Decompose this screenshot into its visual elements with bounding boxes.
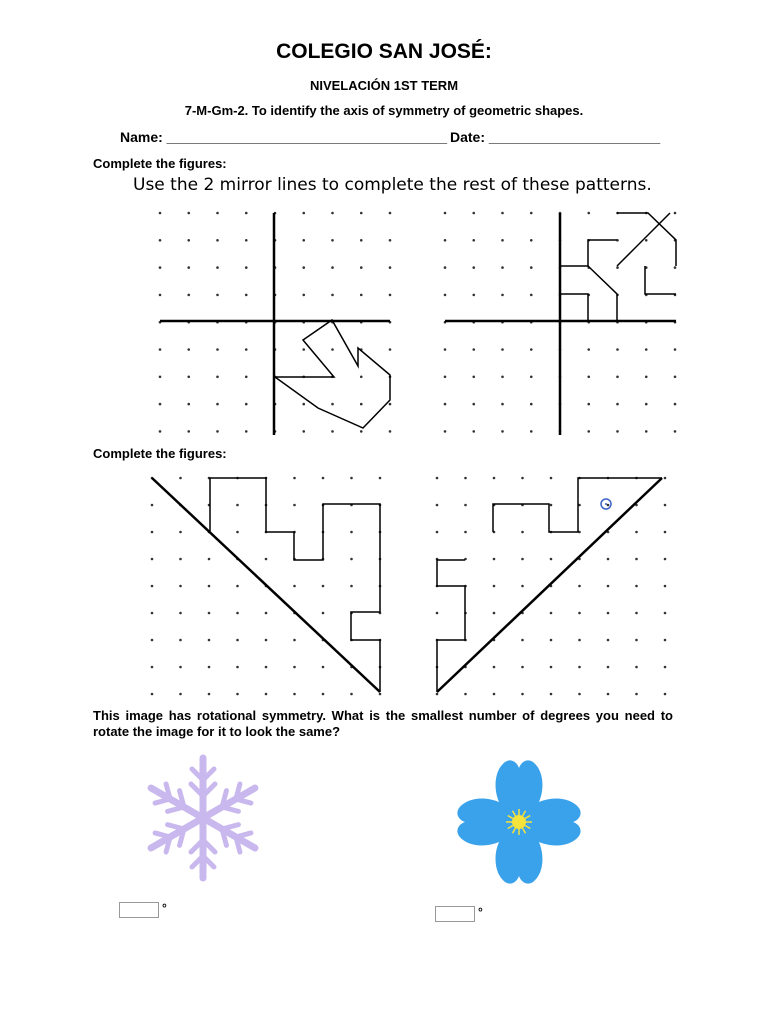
grid-dot xyxy=(179,612,182,615)
grid-dot xyxy=(151,504,154,507)
grid-dot xyxy=(444,430,447,433)
grid-dot xyxy=(530,294,533,297)
grid-dot xyxy=(208,558,211,561)
grid-dot xyxy=(187,294,190,297)
grid-dot xyxy=(236,666,239,669)
grid-dot xyxy=(302,239,305,242)
grid-dot xyxy=(587,403,590,406)
grid-dot xyxy=(302,430,305,433)
grid-dot xyxy=(389,348,392,351)
grid-dot xyxy=(587,212,590,215)
grid-dot xyxy=(265,639,268,642)
grid-dot xyxy=(472,239,475,242)
grid-dot xyxy=(159,294,162,297)
grid-dot xyxy=(501,376,504,379)
grid-dot xyxy=(587,348,590,351)
grid-dot xyxy=(360,376,363,379)
grid-dot xyxy=(360,212,363,215)
grid-dot xyxy=(464,531,467,534)
snowflake-image xyxy=(145,758,261,878)
grid-dot xyxy=(635,558,638,561)
grid-dot xyxy=(151,612,154,615)
grid-dot xyxy=(360,430,363,433)
grid-dot xyxy=(159,266,162,269)
name-field[interactable]: Name: ____________________________________ xyxy=(120,129,447,145)
grid-dot xyxy=(550,558,553,561)
grid-dot xyxy=(293,504,296,507)
grid-dot xyxy=(635,585,638,588)
grid-dot xyxy=(674,376,677,379)
grid-dot xyxy=(550,639,553,642)
grid-dot xyxy=(265,693,268,696)
page-subtitle: NIVELACIÓN 1ST TERM xyxy=(309,78,459,93)
grid-dot xyxy=(664,558,667,561)
grid-dot xyxy=(550,612,553,615)
grid-dot xyxy=(530,212,533,215)
grid-dot xyxy=(444,376,447,379)
grid-dot xyxy=(151,693,154,696)
pattern-3 xyxy=(152,478,380,692)
grid-dot xyxy=(578,585,581,588)
grid-dot xyxy=(350,531,353,534)
grid-dot xyxy=(245,266,248,269)
grid-dot xyxy=(331,348,334,351)
grid-dot xyxy=(322,666,325,669)
grid-dot xyxy=(530,430,533,433)
grid-dot xyxy=(436,693,439,696)
grid-dot xyxy=(322,585,325,588)
grid-dot xyxy=(245,403,248,406)
pattern-2 xyxy=(445,213,676,435)
snowflake-arm xyxy=(191,818,215,878)
dot-grid-4 xyxy=(436,477,667,696)
grid-dot xyxy=(379,477,382,480)
grid-dot xyxy=(472,376,475,379)
grid-dot xyxy=(187,266,190,269)
date-field[interactable]: Date: ______________________ xyxy=(450,129,661,145)
grid-dot xyxy=(464,477,467,480)
grid-dot xyxy=(550,693,553,696)
section1-instruction: Use the 2 mirror lines to complete the rest of these patterns. xyxy=(133,175,652,195)
grid-dot xyxy=(645,376,648,379)
grid-dot xyxy=(674,403,677,406)
grid-dot xyxy=(664,585,667,588)
grid-dot xyxy=(293,477,296,480)
grid-dot xyxy=(493,585,496,588)
grid-dot xyxy=(236,693,239,696)
grid-dot xyxy=(293,693,296,696)
grid-dot xyxy=(302,294,305,297)
grid-dot xyxy=(187,239,190,242)
grid-dot xyxy=(493,612,496,615)
grid-dot xyxy=(179,558,182,561)
snowflake-arm xyxy=(191,758,215,818)
grid-dot xyxy=(444,266,447,269)
grid-dot xyxy=(674,430,677,433)
grid-dot xyxy=(331,239,334,242)
grid-dot xyxy=(635,666,638,669)
grid-dot xyxy=(530,239,533,242)
grid-dot xyxy=(216,212,219,215)
grid-dot xyxy=(350,585,353,588)
grid-dot xyxy=(607,639,610,642)
grid-dot xyxy=(159,376,162,379)
grid-dot xyxy=(322,477,325,480)
grid-dot xyxy=(436,612,439,615)
grid-dot xyxy=(236,504,239,507)
grid-dot xyxy=(302,212,305,215)
grid-dot xyxy=(550,477,553,480)
grid-dot xyxy=(216,294,219,297)
grid-dot xyxy=(578,666,581,669)
grid-dot xyxy=(501,212,504,215)
grid-dot xyxy=(472,403,475,406)
grid-dot xyxy=(208,612,211,615)
grid-dot xyxy=(302,403,305,406)
grid-dot xyxy=(635,531,638,534)
degree-symbol-2: ° xyxy=(478,905,483,919)
grid-dot xyxy=(493,666,496,669)
grid-dot xyxy=(331,403,334,406)
grid-dot xyxy=(159,212,162,215)
grid-dot xyxy=(616,403,619,406)
partial-shape xyxy=(560,240,617,266)
grid-dot xyxy=(635,693,638,696)
grid-dot xyxy=(322,612,325,615)
grid-dot xyxy=(635,639,638,642)
grid-dot xyxy=(208,639,211,642)
grid-dot xyxy=(616,430,619,433)
grid-dot xyxy=(444,403,447,406)
grid-dot xyxy=(664,504,667,507)
grid-dot xyxy=(616,266,619,269)
grid-dot xyxy=(578,639,581,642)
grid-dot xyxy=(245,212,248,215)
grid-dot xyxy=(530,266,533,269)
grid-dot xyxy=(607,612,610,615)
grid-dot xyxy=(607,504,610,507)
grid-dot xyxy=(322,693,325,696)
grid-dot xyxy=(389,266,392,269)
grid-dot xyxy=(216,376,219,379)
grid-dot xyxy=(530,376,533,379)
grid-dot xyxy=(674,348,677,351)
grid-dot xyxy=(501,430,504,433)
grid-dot xyxy=(208,585,211,588)
grid-dot xyxy=(389,294,392,297)
grid-dot xyxy=(521,639,524,642)
grid-dot xyxy=(179,639,182,642)
grid-dot xyxy=(607,693,610,696)
degree-symbol-1: ° xyxy=(162,901,167,915)
grid-dot xyxy=(645,239,648,242)
grid-dot xyxy=(159,430,162,433)
grid-dot xyxy=(159,239,162,242)
grid-dot xyxy=(521,666,524,669)
grid-dot xyxy=(472,212,475,215)
grid-dot xyxy=(616,348,619,351)
grid-dot xyxy=(179,477,182,480)
grid-dot xyxy=(664,612,667,615)
grid-dot xyxy=(302,348,305,351)
grid-dot xyxy=(187,403,190,406)
grid-dot xyxy=(674,266,677,269)
grid-dot xyxy=(151,585,154,588)
grid-dot xyxy=(179,531,182,534)
grid-dot xyxy=(360,266,363,269)
grid-dot xyxy=(444,212,447,215)
grid-dot xyxy=(587,376,590,379)
grid-dot xyxy=(293,666,296,669)
grid-dot xyxy=(265,612,268,615)
grid-dot xyxy=(360,403,363,406)
grid-dot xyxy=(179,693,182,696)
grid-dot xyxy=(389,239,392,242)
grid-dot xyxy=(245,294,248,297)
grid-dot xyxy=(444,239,447,242)
grid-dot xyxy=(151,639,154,642)
grid-dot xyxy=(645,430,648,433)
grid-dot xyxy=(179,585,182,588)
grid-dot xyxy=(664,639,667,642)
grid-dot xyxy=(578,612,581,615)
grid-dot xyxy=(350,693,353,696)
partial-shape xyxy=(275,320,390,428)
grid-dot xyxy=(179,666,182,669)
grid-dot xyxy=(550,504,553,507)
grid-dot xyxy=(151,531,154,534)
grid-dot xyxy=(464,504,467,507)
grid-dot xyxy=(389,212,392,215)
grid-dot xyxy=(245,348,248,351)
grid-dot xyxy=(236,639,239,642)
answer-box-flower[interactable] xyxy=(435,906,475,922)
grid-dot xyxy=(151,666,154,669)
grid-dot xyxy=(501,294,504,297)
grid-dot xyxy=(444,348,447,351)
grid-dot xyxy=(331,266,334,269)
grid-dot xyxy=(493,558,496,561)
pattern-1 xyxy=(160,213,390,435)
grid-dot xyxy=(521,585,524,588)
grid-dot xyxy=(216,239,219,242)
grid-dot xyxy=(245,376,248,379)
grid-dot xyxy=(350,477,353,480)
grid-dot xyxy=(472,348,475,351)
grid-dot xyxy=(493,477,496,480)
grid-dot xyxy=(208,666,211,669)
grid-dot xyxy=(187,430,190,433)
grid-dot xyxy=(245,239,248,242)
grid-dot xyxy=(216,266,219,269)
section2-heading: Complete the figures: xyxy=(93,446,227,461)
grid-dot xyxy=(664,666,667,669)
grid-dot xyxy=(389,403,392,406)
flower-image xyxy=(457,760,580,883)
grid-dot xyxy=(607,558,610,561)
grid-dot xyxy=(236,612,239,615)
grid-dot xyxy=(159,348,162,351)
grid-dot xyxy=(151,558,154,561)
grid-dot xyxy=(265,558,268,561)
grid-dot xyxy=(587,430,590,433)
grid-dot xyxy=(293,639,296,642)
grid-dot xyxy=(501,403,504,406)
grid-dot xyxy=(436,531,439,534)
grid-dot xyxy=(350,558,353,561)
grid-dot xyxy=(331,430,334,433)
grid-dot xyxy=(472,266,475,269)
grid-dot xyxy=(521,477,524,480)
grid-dot xyxy=(472,430,475,433)
grid-dot xyxy=(331,212,334,215)
grid-dot xyxy=(664,477,667,480)
flower-center xyxy=(512,815,526,829)
grid-dot xyxy=(530,403,533,406)
grid-dot xyxy=(159,403,162,406)
grid-dot xyxy=(216,348,219,351)
grid-dot xyxy=(501,239,504,242)
rotation-question: This image has rotational symmetry. What is the smallest number of degrees you need to rotate the image for it to look the same? xyxy=(93,708,673,739)
grid-dot xyxy=(245,430,248,433)
grid-dot xyxy=(464,693,467,696)
grid-dot xyxy=(664,531,667,534)
grid-dot xyxy=(265,666,268,669)
grid-dot xyxy=(360,239,363,242)
grid-dot xyxy=(208,693,211,696)
grid-dot xyxy=(389,430,392,433)
grid-dot xyxy=(521,558,524,561)
grid-dot xyxy=(501,348,504,351)
grid-dot xyxy=(379,693,382,696)
grid-dot xyxy=(216,403,219,406)
grid-dot xyxy=(674,212,677,215)
grid-dot xyxy=(236,531,239,534)
grid-dot xyxy=(578,693,581,696)
grid-dot xyxy=(616,376,619,379)
pattern-4 xyxy=(437,478,662,692)
grid-dot xyxy=(436,477,439,480)
grid-dot xyxy=(187,376,190,379)
grid-dot xyxy=(331,294,334,297)
grid-dot xyxy=(187,348,190,351)
standard-code: 7-M-Gm-2. To identify the axis of symmetry of geometric shapes. xyxy=(184,103,584,118)
grid-dot xyxy=(493,693,496,696)
grid-dot xyxy=(550,666,553,669)
grid-dot xyxy=(635,612,638,615)
grid-dot xyxy=(216,430,219,433)
grid-dot xyxy=(645,403,648,406)
grid-dot xyxy=(645,348,648,351)
grid-dot xyxy=(236,585,239,588)
grid-dot xyxy=(530,348,533,351)
section1-heading: Complete the figures: xyxy=(93,156,227,171)
grid-dot xyxy=(436,504,439,507)
grid-dot xyxy=(293,585,296,588)
grid-dot xyxy=(607,666,610,669)
grid-dot xyxy=(521,693,524,696)
grid-dot xyxy=(187,212,190,215)
grid-dot xyxy=(444,294,447,297)
grid-dot xyxy=(521,531,524,534)
grid-dot xyxy=(501,266,504,269)
grid-dot xyxy=(360,294,363,297)
grid-dot xyxy=(302,266,305,269)
grid-dot xyxy=(664,693,667,696)
page-title: COLEGIO SAN JOSÉ: xyxy=(276,40,492,63)
grid-dot xyxy=(607,585,610,588)
grid-dot xyxy=(472,294,475,297)
answer-box-snowflake[interactable] xyxy=(119,902,159,918)
